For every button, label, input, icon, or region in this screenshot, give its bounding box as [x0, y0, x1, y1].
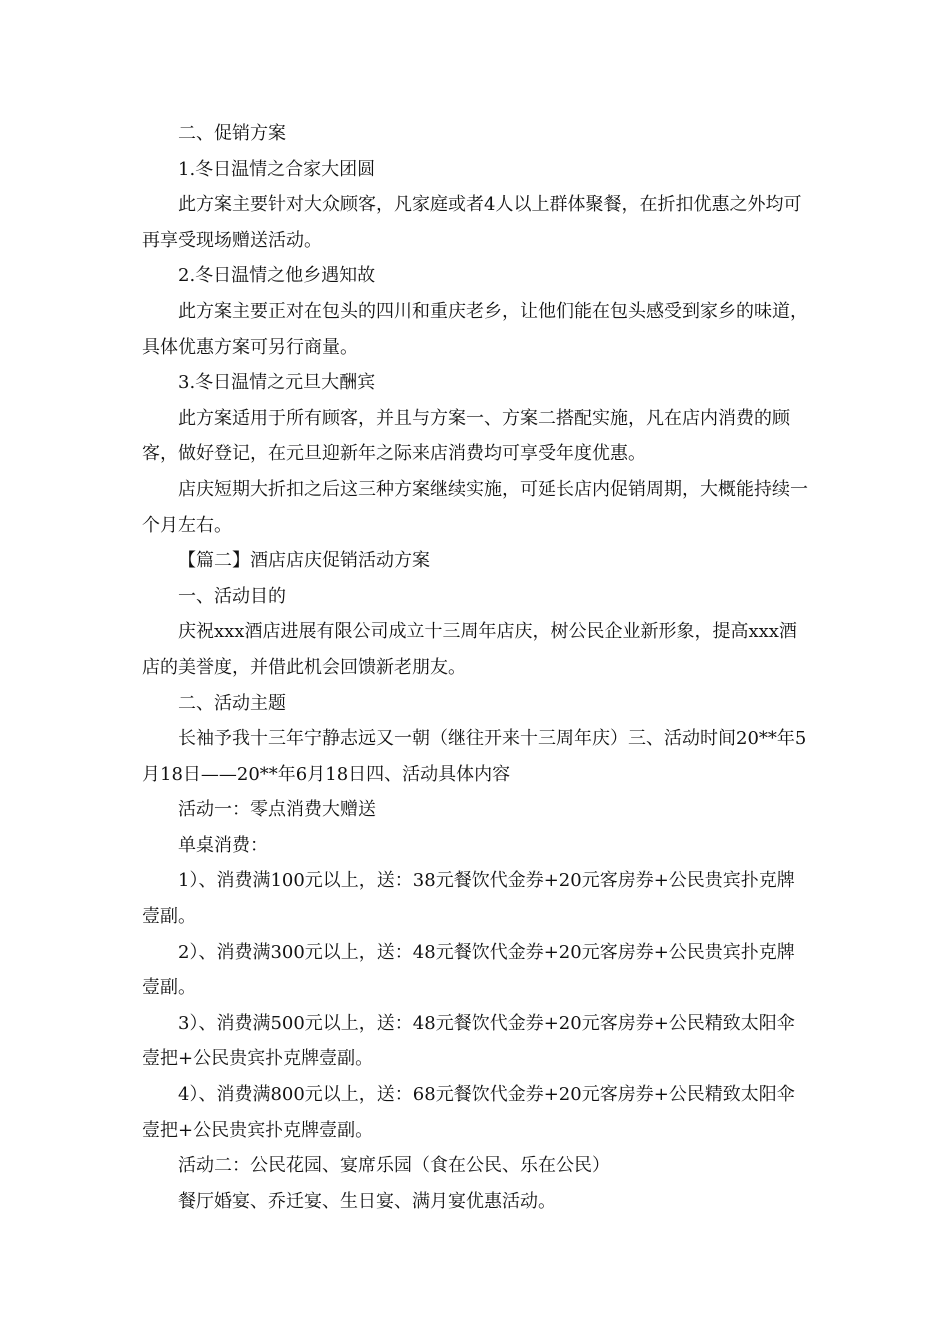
section-heading-activity-theme: 二、活动主题	[178, 692, 286, 714]
offer-item-4: 4）、消费满800元以上，送：68元餐饮代金券+20元客房券+公民精致太阳伞壹把+公民贵宾扑克牌壹副。	[142, 1084, 795, 1141]
plan-body-3: 此方案适用于所有顾客，并且与方案一、方案二搭配实施，凡在店内消费的顾客，做好登记，在元旦迎新年之际来店消费均可享受年度优惠。	[142, 407, 790, 465]
activity-purpose-body: 庆祝xxx酒店进展有限公司成立十三周年店庆，树公民企业新形象，提高xxx酒店的美誉度，并借此机会回馈新老朋友。	[142, 621, 797, 678]
document-body	[142, 116, 808, 1219]
activity-two-heading: 活动二：公民花园、宴席乐园（食在公民、乐在公民）	[178, 1155, 610, 1177]
plan-heading-3: 3.冬日温情之元旦大酬宾	[178, 372, 376, 394]
section-heading-promotion-plan: 二、促销方案	[178, 123, 286, 144]
plan-body-1: 此方案主要针对大众顾客，凡家庭或者4人以上群体聚餐，在折扣优惠之外均可再享受现场赠送活动。	[142, 194, 802, 251]
offer-item-3: 3）、消费满500元以上，送：48元餐饮代金券+20元客房券+公民精致太阳伞壹把+公民贵宾扑克牌壹副。	[142, 1012, 795, 1070]
plan-body-2: 此方案主要正对在包头的四川和重庆老乡，让他们能在包头感受到家乡的味道，具体优惠方案可另行商量。	[142, 300, 808, 358]
activity-theme-body: 长袖予我十三年宁静志远又一朝（继往开来十三周年庆）三、活动时间20**年5月18日——20**年6月18日四、活动具体内容	[142, 728, 807, 785]
activity-one-heading: 活动一：零点消费大赠送	[178, 799, 376, 821]
article-title-part-two: 【篇二】酒店店庆促销活动方案	[178, 550, 430, 572]
single-table-label: 单桌消费：	[178, 834, 268, 856]
section-heading-activity-purpose: 一、活动目的	[178, 585, 286, 607]
offer-item-1: 1）、消费满100元以上，送：38元餐饮代金券+20元客房券+公民贵宾扑克牌壹副。	[142, 870, 795, 928]
activity-two-body: 餐厅婚宴、乔迁宴、生日宴、满月宴优惠活动。	[178, 1190, 556, 1212]
offer-item-2: 2）、消费满300元以上，送：48元餐饮代金券+20元客房券+公民贵宾扑克牌壹副。	[142, 941, 795, 999]
plan-summary: 店庆短期大折扣之后这三种方案继续实施，可延长店内促销周期，大概能持续一个月左右。	[142, 478, 808, 536]
plan-heading-1: 1.冬日温情之合家大团圆	[178, 158, 376, 180]
plan-heading-2: 2.冬日温情之他乡遇知故	[178, 265, 376, 287]
